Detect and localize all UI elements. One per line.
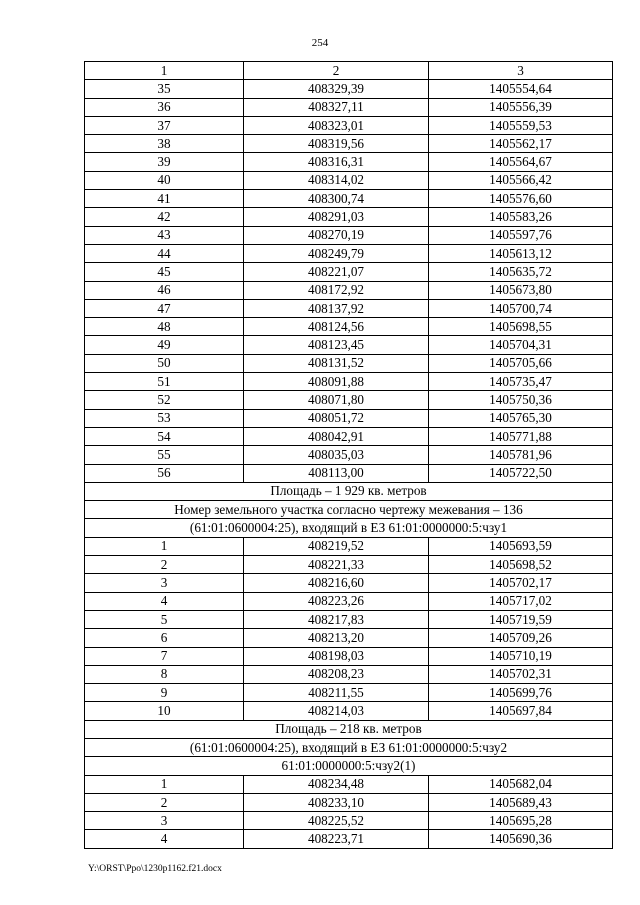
section-caption: Номер земельного участка согласно чертежу межевания – 136: [85, 501, 613, 519]
y-coordinate-cell: 1405722,50: [429, 464, 613, 482]
point-number-cell: 51: [85, 373, 244, 391]
point-number-cell: 39: [85, 153, 244, 171]
coordinates-table-body: [85, 62, 613, 849]
y-coordinate-cell: 1405564,67: [429, 153, 613, 171]
table-row: [85, 153, 613, 171]
point-number-cell: 43: [85, 226, 244, 244]
table-row: [85, 336, 613, 354]
table-row: [85, 318, 613, 336]
x-coordinate-cell: 408124,56: [244, 318, 429, 336]
section-caption-row: [85, 757, 613, 775]
y-coordinate-cell: 1405693,59: [429, 537, 613, 555]
point-number-cell: 1: [85, 775, 244, 793]
x-coordinate-cell: 408223,26: [244, 592, 429, 610]
table-row: [85, 354, 613, 372]
point-number-cell: 52: [85, 391, 244, 409]
x-coordinate-cell: 408319,56: [244, 135, 429, 153]
x-coordinate-cell: 408300,74: [244, 190, 429, 208]
point-number-cell: 2: [85, 793, 244, 811]
point-number-cell: 45: [85, 263, 244, 281]
x-coordinate-cell: 408217,83: [244, 610, 429, 628]
point-number-cell: 47: [85, 299, 244, 317]
x-coordinate-cell: 408035,03: [244, 446, 429, 464]
coordinates-table: [84, 61, 613, 849]
y-coordinate-cell: 1405697,84: [429, 702, 613, 720]
point-number-cell: 4: [85, 592, 244, 610]
y-coordinate-cell: 1405682,04: [429, 775, 613, 793]
y-coordinate-cell: 1405698,52: [429, 556, 613, 574]
table-row: [85, 391, 613, 409]
table-row: [85, 574, 613, 592]
section-caption-row: [85, 738, 613, 756]
x-coordinate-cell: 408223,71: [244, 830, 429, 848]
point-number-cell: 42: [85, 208, 244, 226]
file-path-footer: Y:\ORST\Ppo\1230p1162.f21.docx: [88, 864, 222, 874]
point-number-cell: 9: [85, 684, 244, 702]
point-number-cell: 1: [85, 537, 244, 555]
section-caption: Площадь – 218 кв. метров: [85, 720, 613, 738]
y-coordinate-cell: 1405705,66: [429, 354, 613, 372]
y-coordinate-cell: 1405556,39: [429, 98, 613, 116]
header-cell-x: 2: [244, 62, 429, 80]
table-row: [85, 427, 613, 445]
y-coordinate-cell: 1405699,76: [429, 684, 613, 702]
x-coordinate-cell: 408071,80: [244, 391, 429, 409]
table-row: [85, 263, 613, 281]
table-row: [85, 116, 613, 134]
point-number-cell: 36: [85, 98, 244, 116]
table-row: [85, 80, 613, 98]
section-caption: Площадь – 1 929 кв. метров: [85, 482, 613, 500]
y-coordinate-cell: 1405719,59: [429, 610, 613, 628]
table-row: [85, 373, 613, 391]
table-row: [85, 299, 613, 317]
point-number-cell: 5: [85, 610, 244, 628]
x-coordinate-cell: 408216,60: [244, 574, 429, 592]
point-number-cell: 53: [85, 409, 244, 427]
y-coordinate-cell: 1405597,76: [429, 226, 613, 244]
section-caption-row: [85, 482, 613, 500]
x-coordinate-cell: 408213,20: [244, 629, 429, 647]
x-coordinate-cell: 408208,23: [244, 665, 429, 683]
section-caption: (61:01:0600004:25), входящий в ЕЗ 61:01:0000000:5:чзу1: [85, 519, 613, 537]
point-number-cell: 55: [85, 446, 244, 464]
section-caption-row: [85, 519, 613, 537]
y-coordinate-cell: 1405613,12: [429, 244, 613, 262]
point-number-cell: 10: [85, 702, 244, 720]
table-row: [85, 281, 613, 299]
y-coordinate-cell: 1405702,31: [429, 665, 613, 683]
y-coordinate-cell: 1405702,17: [429, 574, 613, 592]
point-number-cell: 37: [85, 116, 244, 134]
y-coordinate-cell: 1405635,72: [429, 263, 613, 281]
y-coordinate-cell: 1405689,43: [429, 793, 613, 811]
point-number-cell: 49: [85, 336, 244, 354]
x-coordinate-cell: 408042,91: [244, 427, 429, 445]
point-number-cell: 48: [85, 318, 244, 336]
x-coordinate-cell: 408234,48: [244, 775, 429, 793]
y-coordinate-cell: 1405704,31: [429, 336, 613, 354]
header-cell-point-number: 1: [85, 62, 244, 80]
table-row: [85, 793, 613, 811]
point-number-cell: 3: [85, 574, 244, 592]
y-coordinate-cell: 1405710,19: [429, 647, 613, 665]
y-coordinate-cell: 1405771,88: [429, 427, 613, 445]
x-coordinate-cell: 408123,45: [244, 336, 429, 354]
point-number-cell: 3: [85, 812, 244, 830]
x-coordinate-cell: 408233,10: [244, 793, 429, 811]
point-number-cell: 4: [85, 830, 244, 848]
table-header-row: [85, 62, 613, 80]
table-row: [85, 610, 613, 628]
table-row: [85, 684, 613, 702]
x-coordinate-cell: 408172,92: [244, 281, 429, 299]
x-coordinate-cell: 408091,88: [244, 373, 429, 391]
table-row: [85, 409, 613, 427]
y-coordinate-cell: 1405566,42: [429, 171, 613, 189]
table-row: [85, 98, 613, 116]
table-row: [85, 812, 613, 830]
x-coordinate-cell: 408225,52: [244, 812, 429, 830]
y-coordinate-cell: 1405690,36: [429, 830, 613, 848]
table-row: [85, 171, 613, 189]
y-coordinate-cell: 1405559,53: [429, 116, 613, 134]
x-coordinate-cell: 408051,72: [244, 409, 429, 427]
table-row: [85, 244, 613, 262]
x-coordinate-cell: 408211,55: [244, 684, 429, 702]
point-number-cell: 6: [85, 629, 244, 647]
y-coordinate-cell: 1405698,55: [429, 318, 613, 336]
x-coordinate-cell: 408137,92: [244, 299, 429, 317]
table-row: [85, 226, 613, 244]
table-row: [85, 775, 613, 793]
point-number-cell: 38: [85, 135, 244, 153]
y-coordinate-cell: 1405583,26: [429, 208, 613, 226]
point-number-cell: 2: [85, 556, 244, 574]
x-coordinate-cell: 408327,11: [244, 98, 429, 116]
table-row: [85, 556, 613, 574]
x-coordinate-cell: 408221,33: [244, 556, 429, 574]
table-row: [85, 665, 613, 683]
header-cell-y: 3: [429, 62, 613, 80]
point-number-cell: 35: [85, 80, 244, 98]
point-number-cell: 54: [85, 427, 244, 445]
x-coordinate-cell: 408113,00: [244, 464, 429, 482]
y-coordinate-cell: 1405717,02: [429, 592, 613, 610]
table-row: [85, 647, 613, 665]
y-coordinate-cell: 1405673,80: [429, 281, 613, 299]
table-row: [85, 464, 613, 482]
x-coordinate-cell: 408131,52: [244, 354, 429, 372]
point-number-cell: 46: [85, 281, 244, 299]
y-coordinate-cell: 1405695,28: [429, 812, 613, 830]
y-coordinate-cell: 1405562,17: [429, 135, 613, 153]
table-row: [85, 702, 613, 720]
x-coordinate-cell: 408323,01: [244, 116, 429, 134]
page-number: 254: [311, 37, 329, 49]
y-coordinate-cell: 1405700,74: [429, 299, 613, 317]
y-coordinate-cell: 1405750,36: [429, 391, 613, 409]
section-caption-row: [85, 501, 613, 519]
section-caption: (61:01:0600004:25), входящий в ЕЗ 61:01:0000000:5:чзу2: [85, 738, 613, 756]
table-row: [85, 446, 613, 464]
point-number-cell: 50: [85, 354, 244, 372]
section-caption-row: [85, 720, 613, 738]
table-row: [85, 208, 613, 226]
table-row: [85, 830, 613, 848]
table-row: [85, 537, 613, 555]
x-coordinate-cell: 408198,03: [244, 647, 429, 665]
x-coordinate-cell: 408329,39: [244, 80, 429, 98]
x-coordinate-cell: 408214,03: [244, 702, 429, 720]
y-coordinate-cell: 1405735,47: [429, 373, 613, 391]
point-number-cell: 7: [85, 647, 244, 665]
point-number-cell: 44: [85, 244, 244, 262]
x-coordinate-cell: 408249,79: [244, 244, 429, 262]
table-row: [85, 629, 613, 647]
y-coordinate-cell: 1405576,60: [429, 190, 613, 208]
table-row: [85, 135, 613, 153]
x-coordinate-cell: 408221,07: [244, 263, 429, 281]
y-coordinate-cell: 1405781,96: [429, 446, 613, 464]
point-number-cell: 40: [85, 171, 244, 189]
x-coordinate-cell: 408219,52: [244, 537, 429, 555]
point-number-cell: 41: [85, 190, 244, 208]
table-row: [85, 190, 613, 208]
y-coordinate-cell: 1405765,30: [429, 409, 613, 427]
y-coordinate-cell: 1405709,26: [429, 629, 613, 647]
point-number-cell: 8: [85, 665, 244, 683]
point-number-cell: 56: [85, 464, 244, 482]
section-caption: 61:01:0000000:5:чзу2(1): [85, 757, 613, 775]
y-coordinate-cell: 1405554,64: [429, 80, 613, 98]
x-coordinate-cell: 408270,19: [244, 226, 429, 244]
table-row: [85, 592, 613, 610]
x-coordinate-cell: 408291,03: [244, 208, 429, 226]
x-coordinate-cell: 408314,02: [244, 171, 429, 189]
x-coordinate-cell: 408316,31: [244, 153, 429, 171]
